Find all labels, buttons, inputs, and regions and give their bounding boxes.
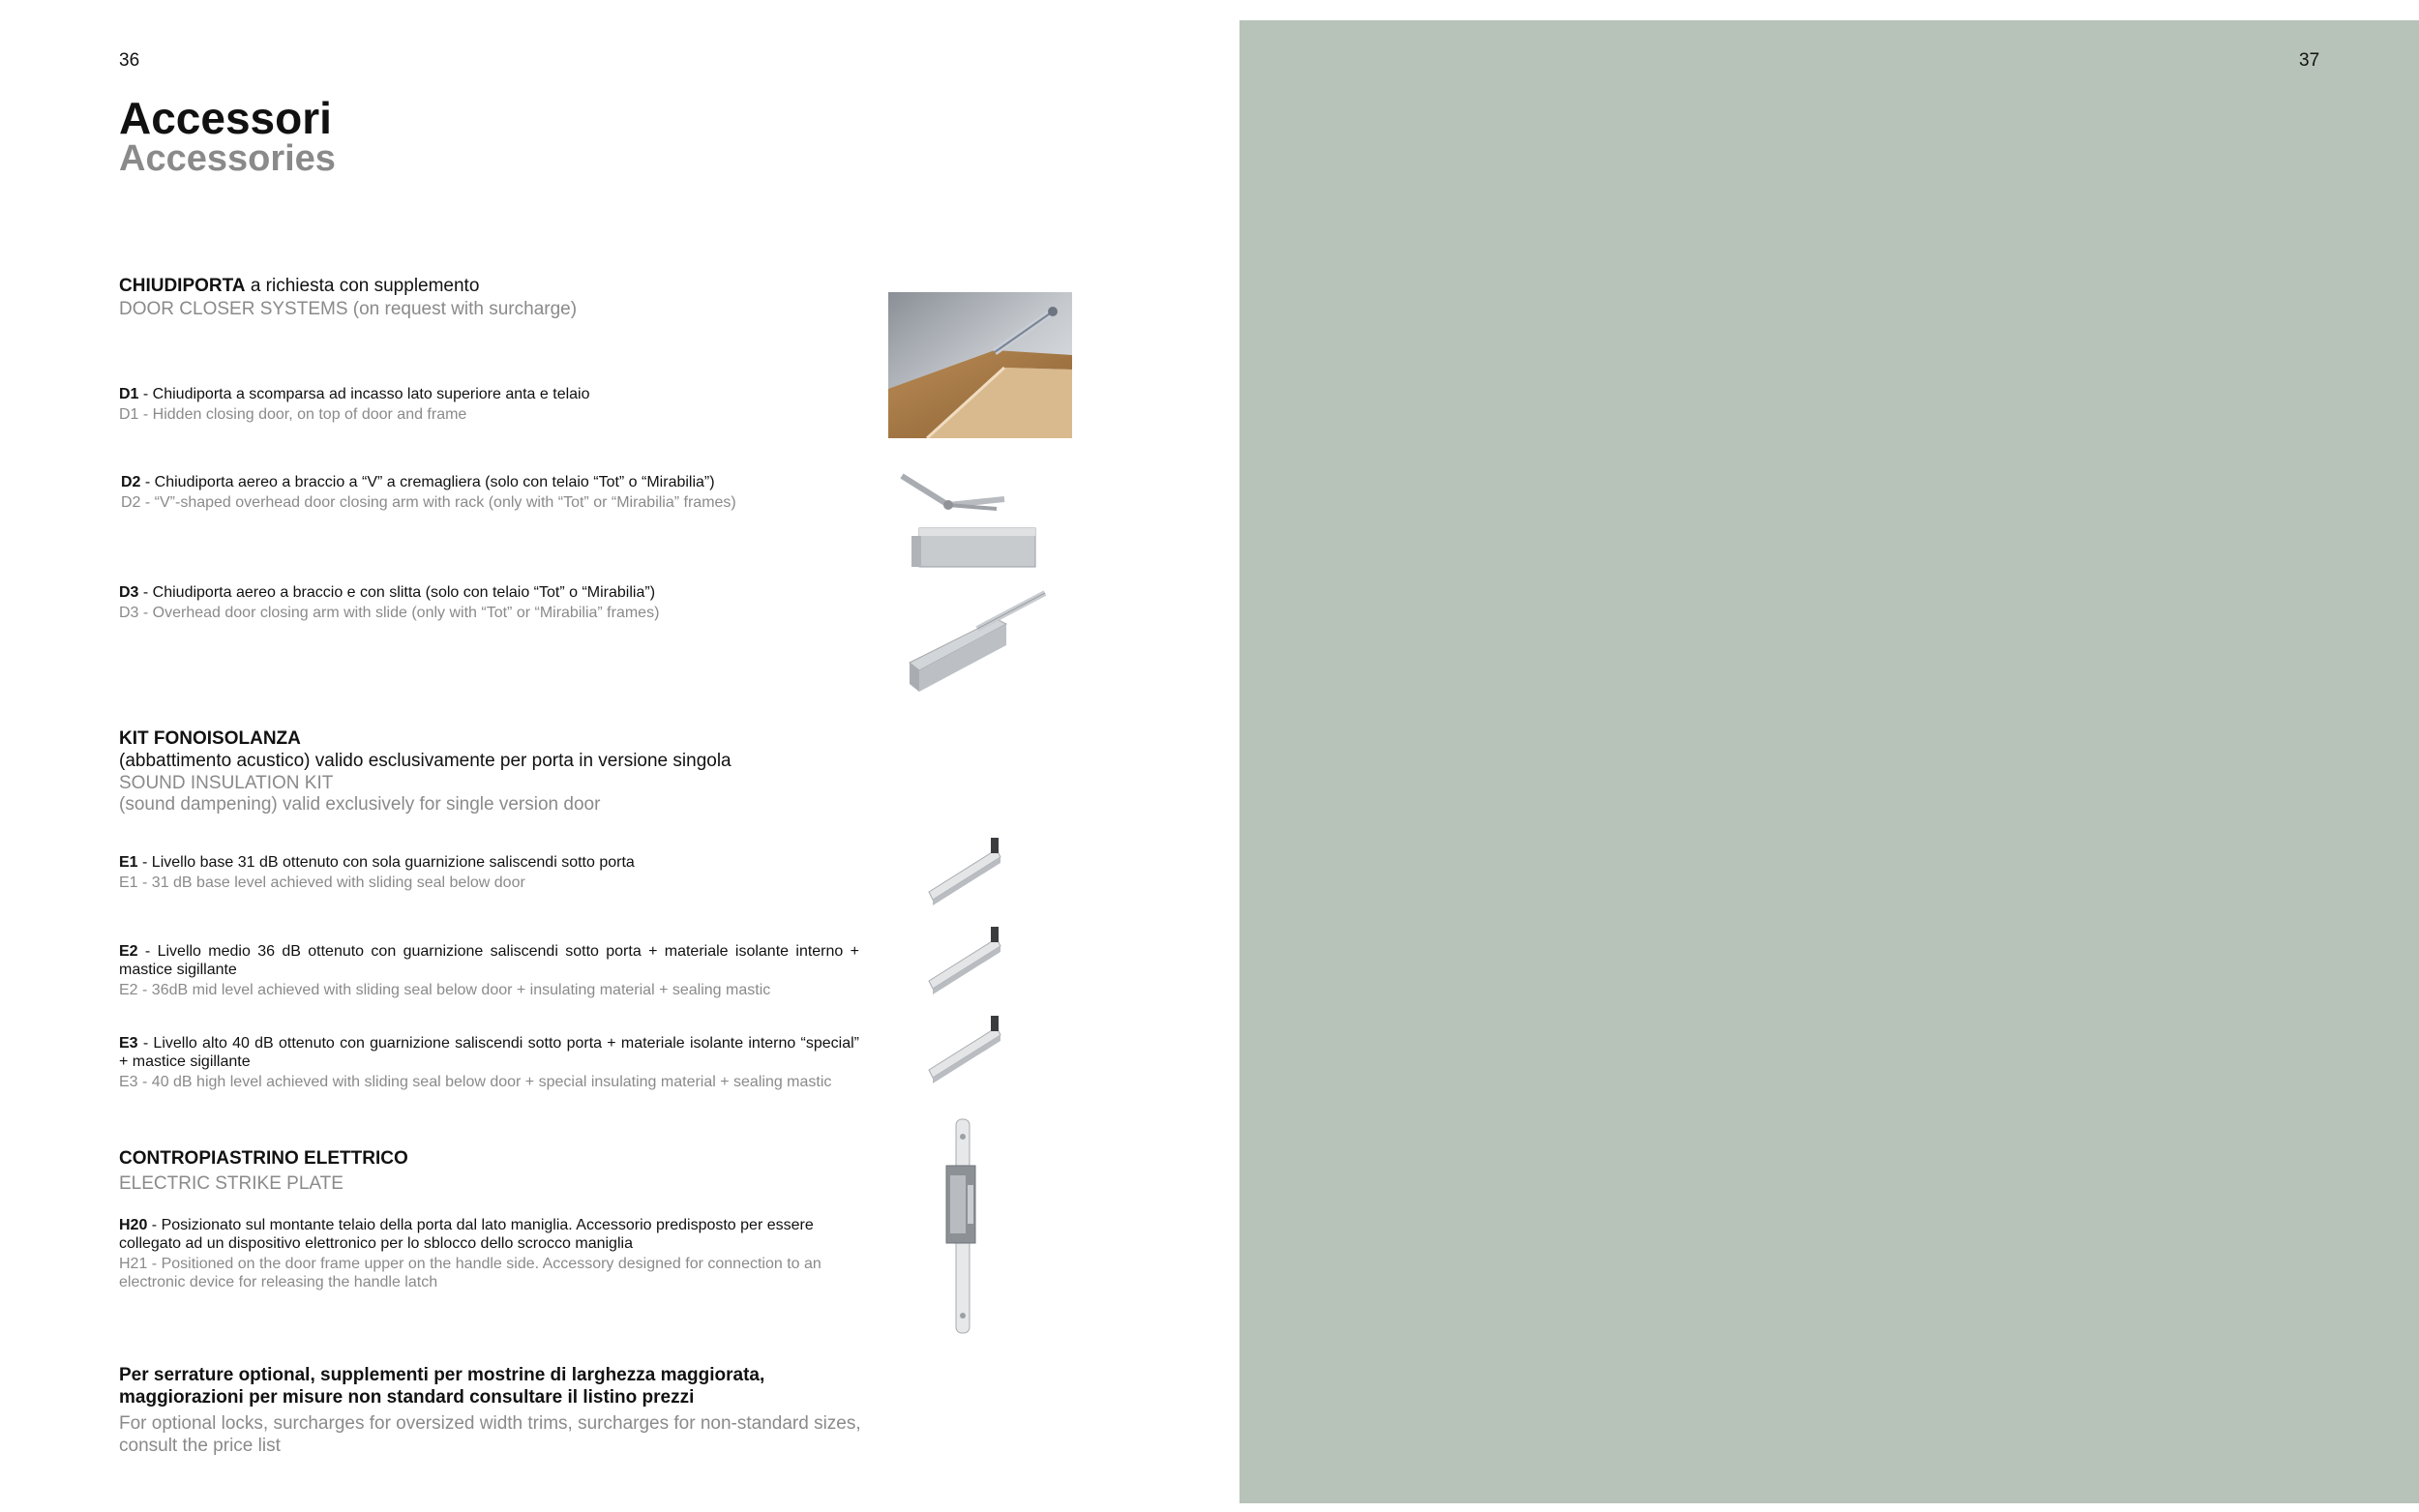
door-closer-heading: CHIUDIPORTA a richiesta con supplemento (119, 276, 480, 296)
strike-plate-item-h20: H20 - Posizionato sul montante telaio della porta dal lato maniglia. Accessorio predisposto per essere collegato ad un dispositivo elettronico per lo sblocco dello scrocco maniglia H21 - Positioned on the door frame upper on the handle side. Accessory designed for connection to an electronic device for releasing the handle latch (119, 1217, 821, 1290)
door-closer-heading-en: DOOR CLOSER SYSTEMS (on request with surcharge) (119, 299, 578, 319)
sound-kit-heading-line2: (abbattimento acustico) valido esclusivamente per porta in versione singola (119, 751, 732, 771)
sliding-seal-photo-e1 (927, 832, 1004, 909)
strike-plate-heading-en: ELECTRIC STRIKE PLATE (119, 1173, 343, 1194)
sound-kit-item-e3: E3 - Livello alto 40 dB ottenuto con guarnizione saliscendi sotto porta + materiale isolante interno “special” + mastice sigillante E3 - 40 dB high level achieved with sliding seal below door + special insulating material + sealing mastic (119, 1035, 859, 1090)
door-closer-section-header (119, 275, 577, 321)
page-title: Accessori (119, 93, 332, 143)
page-subtitle: Accessories (119, 138, 336, 179)
right-page-panel (1239, 20, 2419, 1503)
sound-kit-item-e2: E2 - Livello medio 36 dB ottenuto con guarnizione saliscendi sotto porta + materiale isolante interno + mastice sigillante E2 - 36dB mid level achieved with sliding seal below door + insulating material + sealing mastic (119, 943, 859, 998)
page-number-right: 37 (2299, 50, 2320, 71)
sliding-seal-photo-e2 (927, 921, 1004, 998)
footer-note-en: For optional locks, surcharges for oversized width trims, surcharges for non-standard sizes, consult the price list (119, 1413, 861, 1456)
door-closer-item-d2: D2 - Chiudiporta aereo a braccio a “V” a cremagliera (solo con telaio “Tot” o “Mirabilia”) D2 - “V”-shaped overhead door closing arm with rack (only with “Tot” or “Mirabilia” frames) (121, 474, 736, 511)
sound-kit-section-header (119, 727, 732, 815)
footer-note: Per serrature optional, supplementi per mostrine di larghezza maggiorata, maggiorazioni per misure non standard consultare il listino prezzi (119, 1365, 765, 1408)
v-arm-door-closer-photo (890, 472, 1055, 574)
page-number-left: 36 (119, 50, 140, 71)
hidden-door-closer-photo (888, 292, 1072, 438)
sound-kit-item-e1: E1 - Livello base 31 dB ottenuto con sola guarnizione saliscendi sotto porta E1 - 31 dB base level achieved with sliding seal below door (119, 854, 635, 891)
sliding-seal-photo-e3 (927, 1010, 1004, 1087)
electric-strike-plate-photo (939, 1117, 987, 1335)
strike-plate-section-header (119, 1147, 408, 1196)
sound-kit-heading-en-line2: (sound dampening) valid exclusively for single version door (119, 794, 601, 815)
strike-plate-heading: CONTROPIASTRINO ELETTRICO (119, 1148, 408, 1169)
slide-arm-door-closer-photo (900, 585, 1055, 697)
door-closer-item-d1: D1 - Chiudiporta a scomparsa ad incasso lato superiore anta e telaio D1 - Hidden closing door, on top of door and frame (119, 386, 590, 423)
sound-kit-heading-en: SOUND INSULATION KIT (119, 773, 334, 793)
door-closer-item-d3: D3 - Chiudiporta aereo a braccio e con slitta (solo con telaio “Tot” o “Mirabilia”) D3 - Overhead door closing arm with slide (only with “Tot” or “Mirabilia” frames) (119, 584, 660, 621)
sound-kit-heading: KIT FONOISOLANZA (119, 728, 301, 749)
